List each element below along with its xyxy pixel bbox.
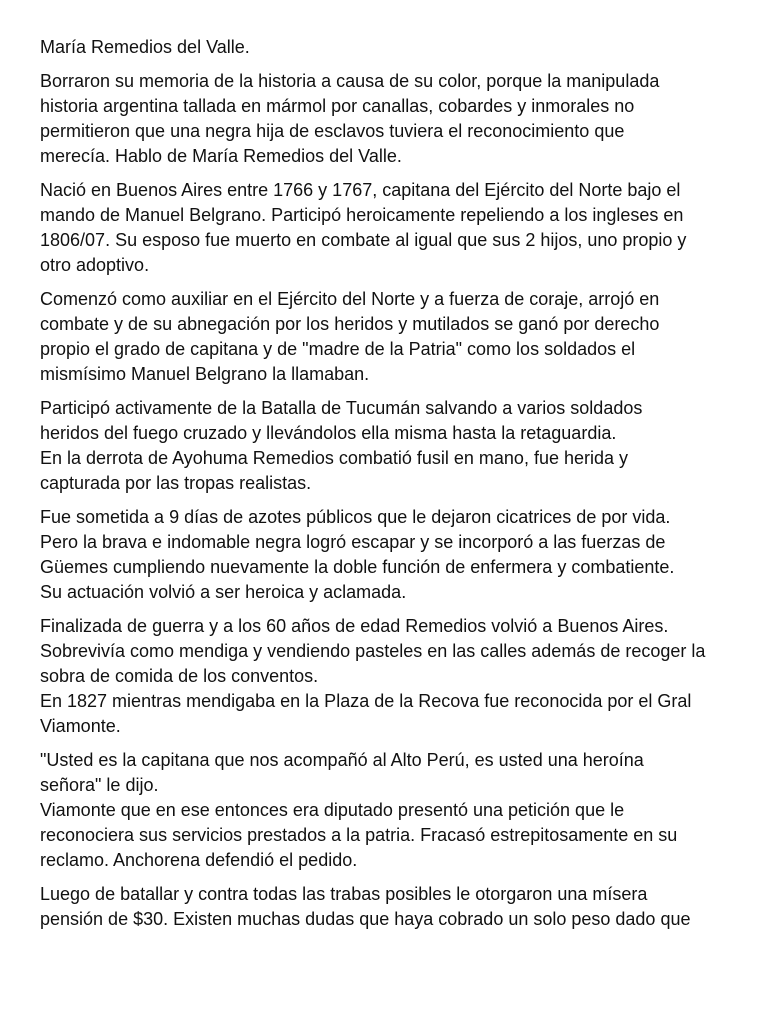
paragraph-3 <box>40 287 740 387</box>
text-line: Luego de batallar y contra todas las trabas posibles le otorgaron una mísera <box>40 884 648 904</box>
text-line: 1806/07. Su esposo fue muerto en combate al igual que sus 2 hijos, uno propio y <box>40 230 687 250</box>
text-line: Nació en Buenos Aires entre 1766 y 1767, capitana del Ejército del Norte bajo el <box>40 180 681 200</box>
text-line: mismísimo Manuel Belgrano la llamaban. <box>40 364 370 384</box>
text-line: merecía. Hablo de María Remedios del Valle. <box>40 146 402 166</box>
text-line: Viamonte. <box>40 716 121 736</box>
text-line: Comenzó como auxiliar en el Ejército del Norte y a fuerza de coraje, arrojó en <box>40 289 660 309</box>
text-line: Pero la brava e indomable negra logró escapar y se incorporó a las fuerzas de <box>40 532 666 552</box>
paragraph-5 <box>40 505 740 605</box>
text-line: pensión de $30. Existen muchas dudas que haya cobrado un solo peso dado que <box>40 909 691 929</box>
text-line: Su actuación volvió a ser heroica y aclamada. <box>40 582 407 602</box>
text-line: Güemes cumpliendo nuevamente la doble función de enfermera y combatiente. <box>40 557 675 577</box>
text-line: Participó activamente de la Batalla de Tucumán salvando a varios soldados <box>40 398 643 418</box>
text-line: Viamonte que en ese entonces era diputado presentó una petición que le <box>40 800 625 820</box>
text-line: otro adoptivo. <box>40 255 150 275</box>
text-line: Borraron su memoria de la historia a causa de su color, porque la manipulada <box>40 71 660 91</box>
text-line: reconociera sus servicios prestados a la patria. Fracasó estrepitosamente en su <box>40 825 678 845</box>
title-line: María Remedios del Valle. <box>40 37 250 57</box>
text-line: historia argentina tallada en mármol por canallas, cobardes y inmorales no <box>40 96 635 116</box>
text-line: reclamo. Anchorena defendió el pedido. <box>40 850 358 870</box>
text-line: Fue sometida a 9 días de azotes públicos que le dejaron cicatrices de por vida. <box>40 507 671 527</box>
text-line: sobra de comida de los conventos. <box>40 666 319 686</box>
paragraph-7 <box>40 748 740 873</box>
document-title <box>40 35 740 60</box>
text-line: Sobrevivía como mendiga y vendiendo pasteles en las calles además de recoger la <box>40 641 706 661</box>
text-line: permitieron que una negra hija de esclavos tuviera el reconocimiento que <box>40 121 625 141</box>
text-line: capturada por las tropas realistas. <box>40 473 312 493</box>
text-line: Finalizada de guerra y a los 60 años de edad Remedios volvió a Buenos Aires. <box>40 616 669 636</box>
text-line: combate y de su abnegación por los heridos y mutilados se ganó por derecho <box>40 314 660 334</box>
text-line: "Usted es la capitana que nos acompañó al Alto Perú, es usted una heroína <box>40 750 644 770</box>
text-line: heridos del fuego cruzado y llevándolos ella misma hasta la retaguardia. <box>40 423 617 443</box>
paragraph-1 <box>40 69 740 169</box>
paragraph-4 <box>40 396 740 496</box>
paragraph-8 <box>40 882 740 932</box>
text-line: propio el grado de capitana y de "madre de la Patria" como los soldados el <box>40 339 636 359</box>
document-page <box>40 35 740 941</box>
text-line: mando de Manuel Belgrano. Participó heroicamente repeliendo a los ingleses en <box>40 205 684 225</box>
text-line: En la derrota de Ayohuma Remedios combatió fusil en mano, fue herida y <box>40 448 629 468</box>
paragraph-6 <box>40 614 740 739</box>
text-line: señora" le dijo. <box>40 775 159 795</box>
text-line: En 1827 mientras mendigaba en la Plaza de la Recova fue reconocida por el Gral <box>40 691 692 711</box>
paragraph-2 <box>40 178 740 278</box>
